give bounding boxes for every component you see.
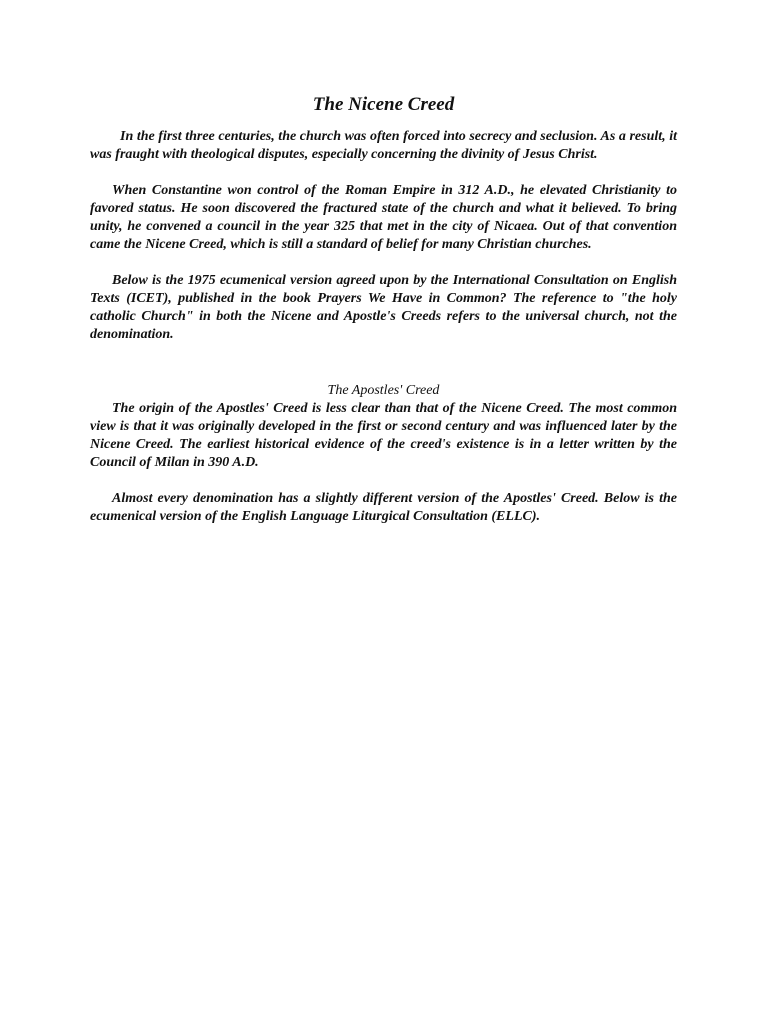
document-page bbox=[90, 92, 677, 544]
paragraph-icet-version: Below is the 1975 ecumenical version agreed upon by the International Consultation on English Texts (ICET), published in the book Prayers We Have in Common? The reference to "the holy catholic Church" in both the Nicene and Apostle's Creeds refers to the universal church, not the denomination. bbox=[90, 273, 677, 342]
paragraph-constantine: When Constantine won control of the Roman Empire in 312 A.D., he elevated Christianity to favored status. He soon discovered the fractured state of the church and what it believed. To bring unity, he convened a council in the year 325 that met in the city of Nicaea. Out of that convention came the Nicene Creed, which is still a standard of belief for many Christian churches. bbox=[90, 183, 677, 252]
section-heading-apostles-creed: The Apostles' Creed bbox=[327, 383, 440, 398]
page-title: The Nicene Creed bbox=[312, 94, 455, 115]
paragraph-intro: In the first three centuries, the church was often forced into secrecy and seclusion. As a result, it was fraught with theological disputes, especially concerning the divinity of Jesus Christ. bbox=[90, 129, 677, 162]
paragraph-apostles-versions: Almost every denomination has a slightly different version of the Apostles' Creed. Below is the ecumenical version of the English Language Liturgical Consultation (ELLC). bbox=[90, 491, 677, 524]
paragraph-apostles-origin: The origin of the Apostles' Creed is less clear than that of the Nicene Creed. The most common view is that it was originally developed in the first or second century and was influenced later by the Nicene Creed. The earliest historical evidence of the creed's existence is in a letter written by the Council of Milan in 390 A.D. bbox=[90, 401, 677, 470]
